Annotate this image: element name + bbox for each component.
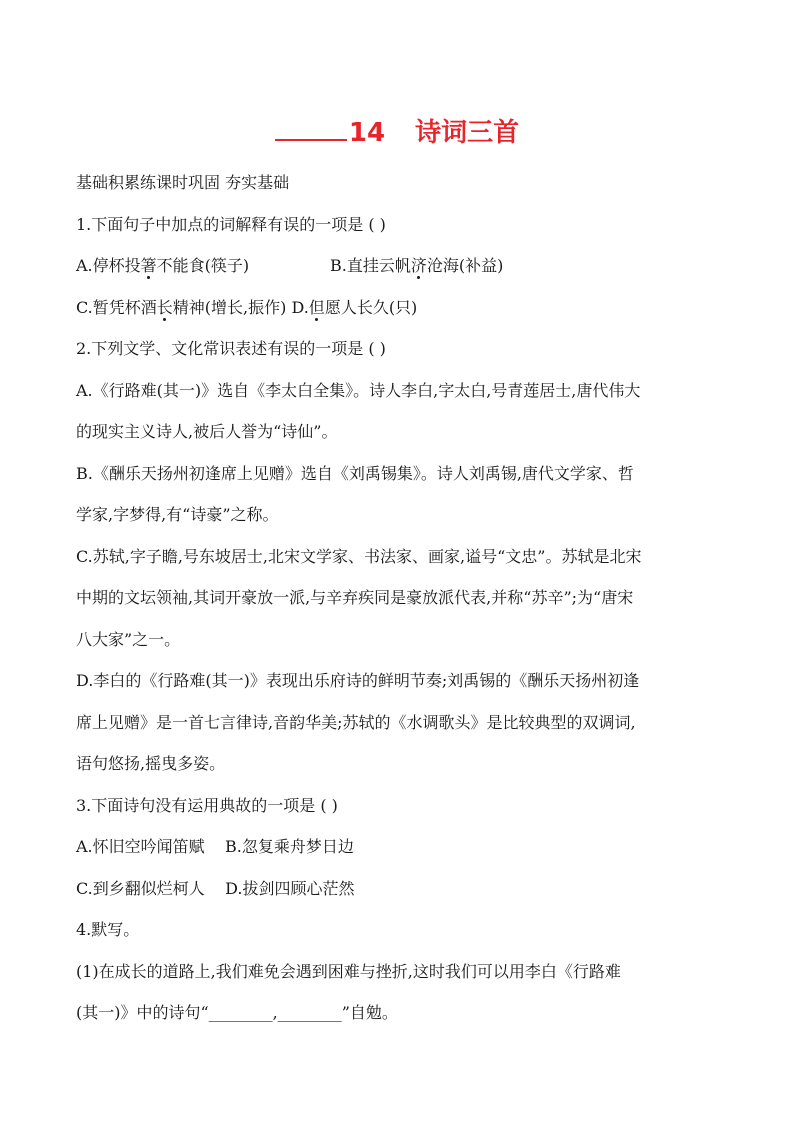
q2-option-d-line-3: 语句悠扬,摇曳多姿。 bbox=[76, 754, 226, 773]
q2-option-c-line-1: C.苏轼,字子瞻,号东坡居士,北宋文学家、书法家、画家,谥号“文忠”。苏轼是北宋 bbox=[76, 546, 642, 566]
q1-option-d: D.但愿人长久(只) bbox=[291, 297, 418, 317]
q4-part-1-line-1: (1)在成长的道路上,我们难免会遇到困难与挫折,这时我们可以用李白《行路难 bbox=[76, 961, 621, 981]
emphasis-dot-char: 但 bbox=[308, 297, 325, 317]
q2-option-a-line-2: 的现实主义诗人,被后人誉为“诗仙”。 bbox=[76, 422, 338, 441]
q1-options-row-1 bbox=[76, 251, 721, 281]
emphasis-dot-char: 箸 bbox=[140, 256, 157, 275]
q2-option-b-line-1: B.《酬乐天扬州初逢席上见赠》选自《刘禹锡集》。诗人刘禹锡,唐代文学家、哲 bbox=[76, 463, 634, 483]
q2-option-b-line-2: 学家,字梦得,有“诗豪”之称。 bbox=[76, 505, 279, 524]
q1-options-row-2 bbox=[76, 293, 721, 323]
document-body bbox=[76, 168, 721, 1028]
q2-option-c-line-2: 中期的文坛领袖,其词开豪放一派,与辛弃疾同是豪放派代表,并称“苏辛”;为“唐宋 bbox=[76, 588, 634, 607]
q1-option-b: B.直挂云帆济沧海(补益) bbox=[330, 256, 504, 275]
emphasis-dot-char: 长 bbox=[156, 297, 173, 317]
lesson-title-text: 诗词三首 bbox=[415, 118, 520, 148]
lesson-number: 14 bbox=[348, 118, 386, 148]
q1-option-a: A.停杯投箸不能食(筷子) bbox=[76, 256, 250, 275]
emphasis-dot-char: 济 bbox=[410, 256, 427, 275]
title-blank-line bbox=[275, 117, 347, 141]
q3-options-row-2: C.到乡翻似烂柯人 D.拔剑四顾心茫然 bbox=[76, 878, 355, 898]
section-heading: 基础积累练课时巩固 夯实基础 bbox=[76, 173, 290, 192]
q3-stem: 3.下面诗句没有运用典故的一项是 ( ) bbox=[76, 795, 338, 815]
q4-part-1-line-2: (其一)》中的诗句“________,________”自勉。 bbox=[76, 1003, 398, 1022]
q4-stem: 4.默写。 bbox=[76, 920, 140, 939]
lesson-title bbox=[0, 112, 794, 149]
q2-option-d-line-1: D.李白的《行路难(其一)》表现出乐府诗的鲜明节奏;刘禹锡的《酬乐天扬州初逢 bbox=[76, 671, 640, 690]
q3-options-row-1: A.怀旧空吟闻笛赋 B.忽复乘舟梦日边 bbox=[76, 837, 354, 856]
q2-option-a-line-1: A.《行路难(其一)》选自《李太白全集》。诗人李白,字太白,号青莲居士,唐代伟大 bbox=[76, 380, 641, 400]
q1-stem: 1.下面句子中加点的词解释有误的一项是 ( ) bbox=[76, 214, 386, 234]
q2-stem: 2.下列文学、文化常识表述有误的一项是 ( ) bbox=[76, 339, 386, 358]
q2-option-c-line-3: 八大家”之一。 bbox=[76, 629, 181, 649]
q1-option-c: C.暂凭杯酒长精神(增长,振作) bbox=[76, 297, 287, 317]
q2-option-d-line-2: 席上见赠》是一首七言律诗,音韵华美;苏轼的《水调歌头》是比较典型的双调词, bbox=[76, 712, 636, 732]
